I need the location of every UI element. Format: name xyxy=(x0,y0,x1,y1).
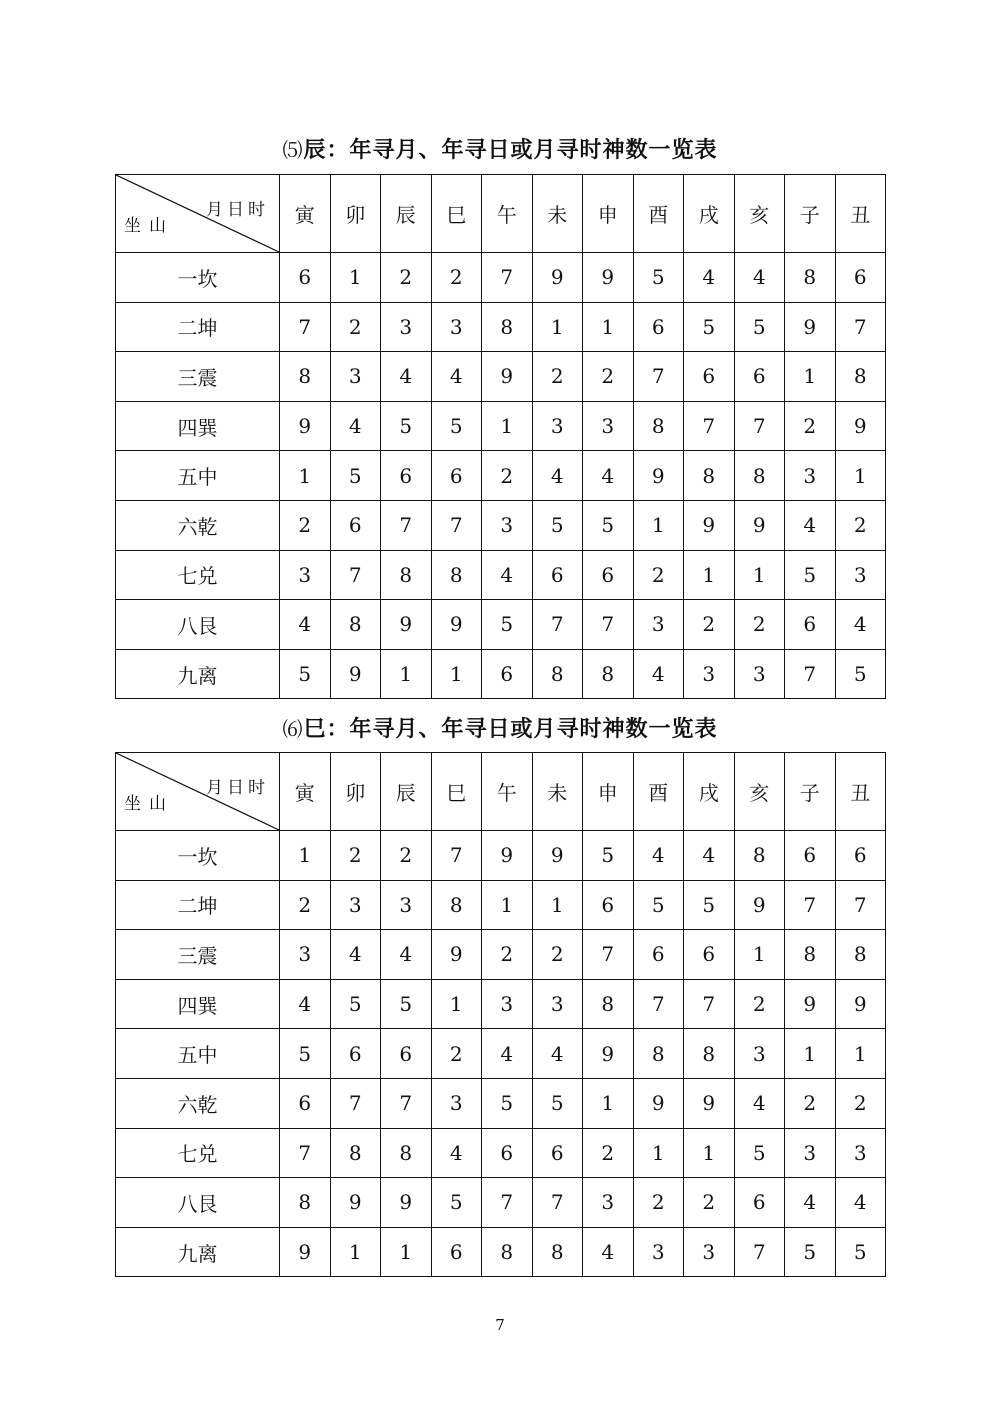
table-cell: 5 xyxy=(583,500,634,550)
table-cell: 8 xyxy=(633,401,684,451)
table-cell: 9 xyxy=(785,302,836,352)
table-cell: 2 xyxy=(734,979,785,1029)
table-cell: 1 xyxy=(381,649,432,699)
table-cell: 4 xyxy=(280,600,331,650)
table-row xyxy=(116,1128,886,1178)
data-table xyxy=(115,174,886,699)
corner-top-label: 月日时 xyxy=(206,200,269,220)
row-label: 三震 xyxy=(116,352,280,402)
table-cell: 2 xyxy=(835,1078,886,1128)
table-cell: 6 xyxy=(734,352,785,402)
table-cell: 7 xyxy=(684,401,735,451)
table-cell: 3 xyxy=(482,979,533,1029)
table-cell: 7 xyxy=(330,1078,381,1128)
table-cell: 6 xyxy=(482,649,533,699)
table-cell: 2 xyxy=(684,1178,735,1228)
table-cell: 9 xyxy=(734,500,785,550)
row-label: 九离 xyxy=(116,1227,280,1277)
column-header: 卯 xyxy=(330,753,381,831)
table-cell: 9 xyxy=(532,253,583,303)
table-cell: 4 xyxy=(734,1078,785,1128)
table-row xyxy=(116,600,886,650)
table-cell: 2 xyxy=(330,302,381,352)
table-cell: 6 xyxy=(835,253,886,303)
corner-bottom-label: 坐山 xyxy=(124,216,174,236)
table-cell: 3 xyxy=(482,500,533,550)
table-cell: 5 xyxy=(381,979,432,1029)
column-header: 未 xyxy=(532,753,583,831)
table-row xyxy=(116,401,886,451)
table-cell: 3 xyxy=(785,451,836,501)
table-cell: 6 xyxy=(280,1078,331,1128)
table-cell: 4 xyxy=(532,1029,583,1079)
table-row xyxy=(116,831,886,881)
table-cell: 2 xyxy=(633,550,684,600)
table-cell: 4 xyxy=(583,1227,634,1277)
table-cell: 2 xyxy=(583,352,634,402)
table-cell: 9 xyxy=(734,880,785,930)
section-number: ⑸ xyxy=(282,138,304,162)
table-cell: 4 xyxy=(431,1128,482,1178)
table-cell: 6 xyxy=(431,451,482,501)
table-cell: 9 xyxy=(633,1078,684,1128)
table-cell: 1 xyxy=(482,401,533,451)
section-title-text: 巳：年寻月、年寻日或月寻时神数一览表 xyxy=(303,717,718,742)
table-row xyxy=(116,451,886,501)
row-label: 四巽 xyxy=(116,979,280,1029)
table-cell: 8 xyxy=(835,352,886,402)
table-cell: 7 xyxy=(785,880,836,930)
table-cell: 7 xyxy=(835,880,886,930)
corner-cell xyxy=(116,175,280,253)
table-cell: 2 xyxy=(280,500,331,550)
table-cell: 9 xyxy=(532,831,583,881)
table-cell: 8 xyxy=(381,1128,432,1178)
table-cell: 1 xyxy=(785,352,836,402)
table-cell: 4 xyxy=(330,930,381,980)
table-cell: 6 xyxy=(532,550,583,600)
table-cell: 1 xyxy=(583,302,634,352)
table-cell: 5 xyxy=(482,600,533,650)
table-cell: 2 xyxy=(785,1078,836,1128)
table-cell: 3 xyxy=(734,649,785,699)
table-cell: 4 xyxy=(684,831,735,881)
table-cell: 6 xyxy=(482,1128,533,1178)
table-cell: 7 xyxy=(330,550,381,600)
table-cell: 9 xyxy=(482,831,533,881)
row-label: 九离 xyxy=(116,649,280,699)
table-cell: 4 xyxy=(633,831,684,881)
table-cell: 9 xyxy=(583,253,634,303)
table-row xyxy=(116,352,886,402)
table-cell: 4 xyxy=(381,930,432,980)
table-cell: 3 xyxy=(633,600,684,650)
row-label: 四巽 xyxy=(116,401,280,451)
column-header: 亥 xyxy=(734,753,785,831)
corner-cell xyxy=(116,753,280,831)
table-cell: 4 xyxy=(431,352,482,402)
table-cell: 5 xyxy=(482,1078,533,1128)
table-cell: 1 xyxy=(734,930,785,980)
row-label: 六乾 xyxy=(116,500,280,550)
table-cell: 2 xyxy=(684,600,735,650)
table-cell: 7 xyxy=(734,1227,785,1277)
column-header: 辰 xyxy=(381,175,432,253)
table-cell: 3 xyxy=(431,1078,482,1128)
column-header: 亥 xyxy=(734,175,785,253)
table-row xyxy=(116,253,886,303)
table-cell: 5 xyxy=(330,979,381,1029)
table-cell: 5 xyxy=(684,302,735,352)
table-cell: 9 xyxy=(330,649,381,699)
table-cell: 6 xyxy=(583,550,634,600)
table-cell: 2 xyxy=(381,253,432,303)
table-cell: 7 xyxy=(633,979,684,1029)
table-cell: 8 xyxy=(431,880,482,930)
table-cell: 1 xyxy=(431,649,482,699)
table-cell: 9 xyxy=(684,500,735,550)
table-cell: 9 xyxy=(280,1227,331,1277)
table-cell: 1 xyxy=(280,451,331,501)
table-cell: 3 xyxy=(381,302,432,352)
table-cell: 3 xyxy=(785,1128,836,1178)
table-cell: 1 xyxy=(633,500,684,550)
column-header: 申 xyxy=(583,753,634,831)
table-cell: 4 xyxy=(330,401,381,451)
table-cell: 6 xyxy=(280,253,331,303)
table-cell: 5 xyxy=(431,401,482,451)
table-cell: 7 xyxy=(482,1178,533,1228)
column-header: 卯 xyxy=(330,175,381,253)
table-cell: 4 xyxy=(381,352,432,402)
column-header: 子 xyxy=(785,175,836,253)
table-cell: 7 xyxy=(381,1078,432,1128)
table-row xyxy=(116,302,886,352)
table-cell: 3 xyxy=(734,1029,785,1079)
table-cell: 2 xyxy=(633,1178,684,1228)
table-cell: 2 xyxy=(280,880,331,930)
table-cell: 4 xyxy=(734,253,785,303)
table-cell: 3 xyxy=(583,401,634,451)
table-row xyxy=(116,979,886,1029)
table-cell: 8 xyxy=(684,1029,735,1079)
row-label: 三震 xyxy=(116,930,280,980)
table-cell: 1 xyxy=(835,1029,886,1079)
table-cell: 5 xyxy=(785,1227,836,1277)
table-cell: 6 xyxy=(684,352,735,402)
row-label: 七兑 xyxy=(116,1128,280,1178)
table-cell: 6 xyxy=(532,1128,583,1178)
table-cell: 8 xyxy=(381,550,432,600)
table-cell: 5 xyxy=(633,880,684,930)
table-cell: 9 xyxy=(330,1178,381,1228)
table-cell: 1 xyxy=(330,1227,381,1277)
row-label: 一坎 xyxy=(116,831,280,881)
table-cell: 5 xyxy=(734,302,785,352)
table-cell: 3 xyxy=(835,550,886,600)
table-cell: 9 xyxy=(381,600,432,650)
table-cell: 7 xyxy=(431,831,482,881)
table-cell: 1 xyxy=(532,302,583,352)
table-cell: 2 xyxy=(734,600,785,650)
table-cell: 3 xyxy=(330,880,381,930)
table-row xyxy=(116,649,886,699)
column-header: 酉 xyxy=(633,175,684,253)
table-cell: 4 xyxy=(482,550,533,600)
table-cell: 8 xyxy=(785,930,836,980)
table-cell: 4 xyxy=(482,1029,533,1079)
row-label: 一坎 xyxy=(116,253,280,303)
table-cell: 7 xyxy=(532,600,583,650)
table-cell: 8 xyxy=(734,831,785,881)
table-cell: 6 xyxy=(835,831,886,881)
table-cell: 2 xyxy=(835,500,886,550)
table-cell: 2 xyxy=(431,1029,482,1079)
table-cell: 5 xyxy=(633,253,684,303)
table-cell: 6 xyxy=(785,600,836,650)
table-cell: 7 xyxy=(785,649,836,699)
column-header: 寅 xyxy=(280,175,331,253)
header-row xyxy=(116,753,886,831)
table-cell: 6 xyxy=(785,831,836,881)
row-label: 二坤 xyxy=(116,302,280,352)
corner-top-label: 月日时 xyxy=(206,778,269,798)
table-cell: 1 xyxy=(532,880,583,930)
table-cell: 1 xyxy=(583,1078,634,1128)
row-label: 五中 xyxy=(116,1029,280,1079)
table-cell: 6 xyxy=(381,451,432,501)
table-cell: 9 xyxy=(684,1078,735,1128)
table-cell: 2 xyxy=(482,930,533,980)
table-cell: 3 xyxy=(835,1128,886,1178)
row-label: 五中 xyxy=(116,451,280,501)
table-cell: 4 xyxy=(633,649,684,699)
table-cell: 8 xyxy=(734,451,785,501)
table-cell: 9 xyxy=(431,930,482,980)
table-cell: 4 xyxy=(583,451,634,501)
table-cell: 7 xyxy=(482,253,533,303)
table-cell: 6 xyxy=(330,1029,381,1079)
table-cell: 6 xyxy=(734,1178,785,1228)
table-cell: 3 xyxy=(330,352,381,402)
table-cell: 6 xyxy=(330,500,381,550)
table-cell: 1 xyxy=(835,451,886,501)
section-title-text: 辰：年寻月、年寻日或月寻时神数一览表 xyxy=(303,138,718,163)
table-cell: 1 xyxy=(633,1128,684,1178)
table-cell: 6 xyxy=(381,1029,432,1079)
table-cell: 4 xyxy=(280,979,331,1029)
table-cell: 8 xyxy=(785,253,836,303)
table-cell: 8 xyxy=(482,302,533,352)
table-cell: 7 xyxy=(835,302,886,352)
table-cell: 8 xyxy=(482,1227,533,1277)
column-header: 酉 xyxy=(633,753,684,831)
table-cell: 4 xyxy=(835,600,886,650)
table-cell: 7 xyxy=(633,352,684,402)
column-header: 辰 xyxy=(381,753,432,831)
table-cell: 3 xyxy=(532,401,583,451)
section-title xyxy=(0,133,1000,164)
table-cell: 2 xyxy=(381,831,432,881)
table-cell: 9 xyxy=(431,600,482,650)
table-cell: 3 xyxy=(684,1227,735,1277)
table-cell: 7 xyxy=(431,500,482,550)
table-cell: 1 xyxy=(684,1128,735,1178)
table-cell: 9 xyxy=(381,1178,432,1228)
section-title xyxy=(0,712,1000,743)
table-cell: 2 xyxy=(785,401,836,451)
column-header: 子 xyxy=(785,753,836,831)
table-cell: 3 xyxy=(431,302,482,352)
table-cell: 8 xyxy=(532,649,583,699)
column-header: 午 xyxy=(482,175,533,253)
table-cell: 5 xyxy=(532,1078,583,1128)
table-row xyxy=(116,500,886,550)
column-header: 寅 xyxy=(280,753,331,831)
row-label: 八艮 xyxy=(116,600,280,650)
table-cell: 8 xyxy=(835,930,886,980)
table-cell: 1 xyxy=(381,1227,432,1277)
table-row xyxy=(116,930,886,980)
table-cell: 2 xyxy=(482,451,533,501)
table-cell: 8 xyxy=(633,1029,684,1079)
table-cell: 5 xyxy=(684,880,735,930)
table-cell: 3 xyxy=(280,550,331,600)
table-cell: 6 xyxy=(684,930,735,980)
table-cell: 1 xyxy=(684,550,735,600)
table-cell: 8 xyxy=(684,451,735,501)
table-cell: 7 xyxy=(280,302,331,352)
header-row xyxy=(116,175,886,253)
table-cell: 9 xyxy=(835,979,886,1029)
row-label: 六乾 xyxy=(116,1078,280,1128)
table-cell: 6 xyxy=(633,302,684,352)
column-header: 戌 xyxy=(684,753,735,831)
column-header: 巳 xyxy=(431,753,482,831)
table-cell: 2 xyxy=(532,352,583,402)
table-cell: 1 xyxy=(431,979,482,1029)
table-row xyxy=(116,550,886,600)
table-cell: 2 xyxy=(431,253,482,303)
table-cell: 5 xyxy=(280,1029,331,1079)
table-cell: 8 xyxy=(583,649,634,699)
column-header: 未 xyxy=(532,175,583,253)
table-cell: 5 xyxy=(785,550,836,600)
table-row xyxy=(116,1178,886,1228)
table-cell: 3 xyxy=(633,1227,684,1277)
table-cell: 5 xyxy=(734,1128,785,1178)
table-cell: 9 xyxy=(633,451,684,501)
table-cell: 8 xyxy=(280,352,331,402)
table-cell: 7 xyxy=(583,930,634,980)
table-cell: 3 xyxy=(583,1178,634,1228)
column-header: 午 xyxy=(482,753,533,831)
row-label: 七兑 xyxy=(116,550,280,600)
data-table xyxy=(115,752,886,1277)
table-cell: 4 xyxy=(532,451,583,501)
table-row xyxy=(116,1078,886,1128)
table-cell: 5 xyxy=(532,500,583,550)
row-label: 二坤 xyxy=(116,880,280,930)
table-cell: 5 xyxy=(835,649,886,699)
column-header: 巳 xyxy=(431,175,482,253)
table-cell: 9 xyxy=(785,979,836,1029)
section-number: ⑹ xyxy=(282,717,304,741)
table-cell: 6 xyxy=(633,930,684,980)
table-cell: 7 xyxy=(684,979,735,1029)
table-cell: 9 xyxy=(482,352,533,402)
table-cell: 5 xyxy=(330,451,381,501)
table-cell: 9 xyxy=(835,401,886,451)
table-cell: 5 xyxy=(835,1227,886,1277)
table-cell: 5 xyxy=(583,831,634,881)
table-cell: 2 xyxy=(583,1128,634,1178)
table-cell: 8 xyxy=(583,979,634,1029)
table-cell: 7 xyxy=(381,500,432,550)
table-cell: 8 xyxy=(431,550,482,600)
table-cell: 9 xyxy=(583,1029,634,1079)
column-header: 申 xyxy=(583,175,634,253)
column-header: 丑 xyxy=(835,753,886,831)
table-cell: 5 xyxy=(280,649,331,699)
table-cell: 8 xyxy=(330,600,381,650)
table-cell: 8 xyxy=(330,1128,381,1178)
table-cell: 5 xyxy=(431,1178,482,1228)
row-label: 八艮 xyxy=(116,1178,280,1228)
table-cell: 1 xyxy=(280,831,331,881)
table-cell: 8 xyxy=(532,1227,583,1277)
table-cell: 7 xyxy=(280,1128,331,1178)
table-cell: 7 xyxy=(532,1178,583,1228)
table-cell: 4 xyxy=(684,253,735,303)
table-cell: 8 xyxy=(280,1178,331,1228)
table-cell: 1 xyxy=(482,880,533,930)
table-cell: 7 xyxy=(583,600,634,650)
table-cell: 2 xyxy=(532,930,583,980)
table-cell: 1 xyxy=(330,253,381,303)
table-cell: 6 xyxy=(431,1227,482,1277)
table-cell: 3 xyxy=(684,649,735,699)
table-row xyxy=(116,880,886,930)
table-cell: 2 xyxy=(330,831,381,881)
corner-bottom-label: 坐山 xyxy=(124,794,174,814)
table-cell: 1 xyxy=(785,1029,836,1079)
table-cell: 4 xyxy=(785,500,836,550)
table-cell: 7 xyxy=(734,401,785,451)
table-row xyxy=(116,1029,886,1079)
table-cell: 3 xyxy=(381,880,432,930)
table-cell: 4 xyxy=(785,1178,836,1228)
column-header: 戌 xyxy=(684,175,735,253)
table-cell: 5 xyxy=(381,401,432,451)
table-cell: 6 xyxy=(583,880,634,930)
table-cell: 1 xyxy=(734,550,785,600)
page-number: 7 xyxy=(495,1316,505,1334)
table-cell: 3 xyxy=(532,979,583,1029)
table-cell: 3 xyxy=(280,930,331,980)
table-cell: 4 xyxy=(835,1178,886,1228)
column-header: 丑 xyxy=(835,175,886,253)
table-cell: 9 xyxy=(280,401,331,451)
table-row xyxy=(116,1227,886,1277)
